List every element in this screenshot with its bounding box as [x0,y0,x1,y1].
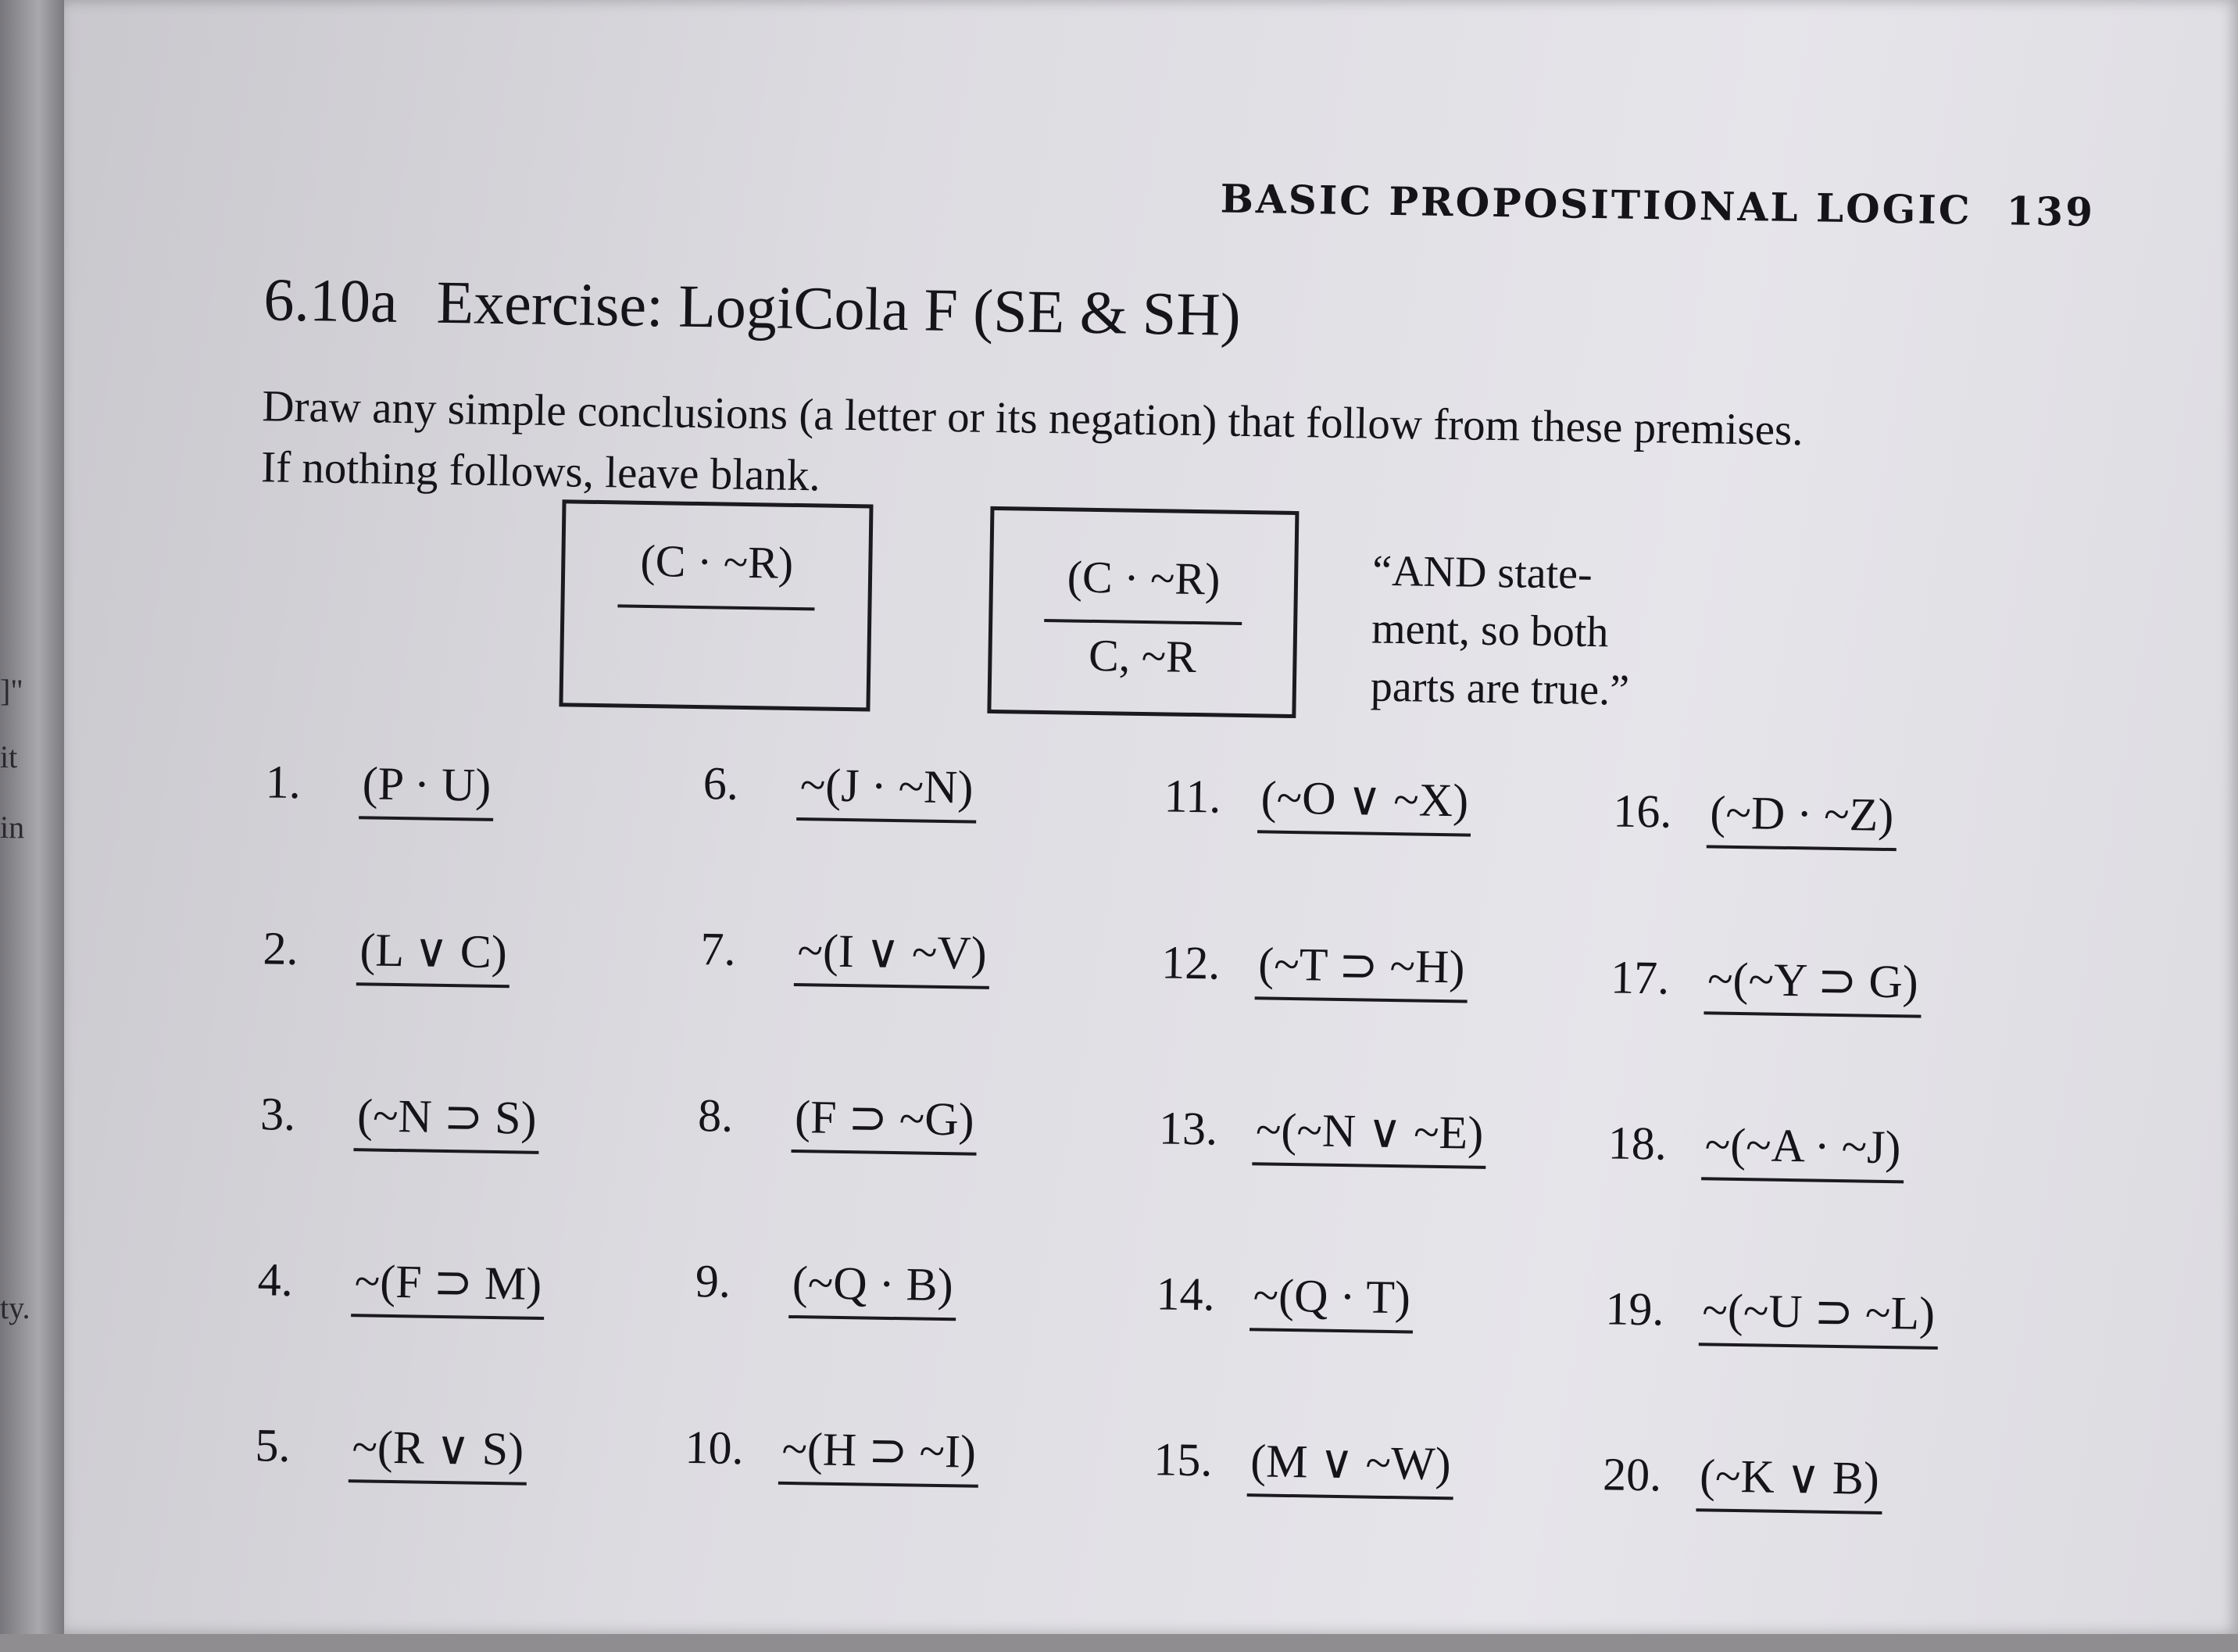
problem-item [1613,778,1897,851]
facing-page-fragment: ty. [0,1290,30,1325]
instructions-line: If nothing follows, leave blank. [260,442,821,501]
example-note [1370,542,1700,721]
problem-number: 13. [1158,1102,1218,1155]
example-premise: (C · ~R) [1067,551,1221,605]
problem-number: 20. [1602,1448,1662,1501]
exercise-number: 6.10a [263,265,399,335]
show-through-texture [1491,334,1882,372]
problem-formula: ~(~U ⊃ ~L) [1699,1277,1939,1350]
problem-formula: ~(R ∨ S) [349,1414,527,1486]
problem-item [703,750,977,823]
running-title: BASIC PROPOSITIONAL LOGIC [1220,175,1973,234]
problem-item [700,916,990,989]
facing-page-fragment: it [0,739,18,774]
page-number: 139 [2006,188,2096,236]
problem-number: 2. [262,922,299,975]
problem-item [698,1082,978,1156]
problem-item [1158,1095,1487,1169]
problem-formula: ~(I ∨ ~V) [794,917,990,989]
problem-item [1605,1275,1939,1350]
problem-item [263,915,511,988]
problem-formula: (F ⊃ ~G) [791,1084,978,1156]
problem-item [1164,763,1472,836]
exercise-title [263,264,1241,350]
example-answer-box [987,506,1299,718]
example-problem-box [559,499,873,711]
problem-number: 5. [255,1419,291,1471]
problem-number: 11. [1164,770,1222,823]
exercise-name: Exercise: LogiCola F (SE & SH) [435,267,1242,349]
problem-formula: ~(Q · T) [1249,1262,1414,1333]
problem-formula: (~T ⊃ ~H) [1255,931,1468,1003]
answer-line [617,604,814,610]
problem-number: 17. [1610,951,1670,1004]
problem-formula: (~N ⊃ S) [353,1082,540,1154]
problem-formula: ~(F ⊃ M) [351,1248,545,1320]
problem-number: 6. [703,757,739,810]
problem-formula: (M ∨ ~W) [1247,1428,1455,1500]
instructions [261,376,2060,526]
problem-item [1161,929,1468,1003]
problem-number: 3. [259,1088,296,1140]
running-head [1220,175,2095,235]
example-note-line: “AND state- [1371,546,1593,599]
facing-page-fragment: in [0,810,25,845]
problem-formula: ~(~A · ~J) [1701,1111,1904,1183]
problem-formula: (~K ∨ B) [1696,1443,1882,1514]
problem-number: 15. [1153,1433,1213,1486]
problem-number: 18. [1607,1117,1668,1170]
problem-formula: ~(~N ∨ ~E) [1252,1096,1487,1169]
problem-formula: ~(J · ~N) [796,752,977,824]
example-conclusion: C, ~R [1088,629,1197,683]
problem-item [1156,1260,1414,1333]
problem-item [1153,1426,1455,1500]
problem-number: 8. [697,1089,734,1142]
problem-number: 1. [265,756,302,809]
problem-formula: (P · U) [359,750,495,821]
example-premise: (C · ~R) [639,535,794,588]
problem-item [1610,944,1922,1017]
problem-item [259,1081,540,1154]
problem-item [685,1414,980,1488]
problem-formula: (~Q · B) [788,1250,956,1321]
problem-number: 14. [1156,1268,1216,1321]
problem-number: 12. [1160,936,1221,989]
problem-number: 4. [257,1253,294,1306]
problem-number: 9. [695,1255,731,1307]
problem-number: 19. [1604,1282,1664,1336]
problem-item [255,1412,527,1485]
problem-formula: (~D · ~Z) [1707,779,1897,851]
example-note-line: parts are true.” [1370,662,1630,715]
problem-item [1602,1441,1882,1514]
facing-page-fragment: ]" [0,673,23,708]
answer-line [1044,619,1242,625]
problem-number: 10. [685,1421,745,1475]
instructions-line: Draw any simple conclusions (a letter or its negation) that follow from these premises. [261,381,1804,456]
problem-formula: ~(H ⊃ ~I) [778,1416,980,1488]
problem-item [257,1246,545,1320]
problem-formula: (~O ∨ ~X) [1257,764,1472,836]
problem-item [265,749,495,821]
problem-number: 16. [1612,785,1673,838]
problem-item [1607,1110,1904,1183]
example-note-line: ment, so both [1371,604,1609,657]
problem-item [695,1248,956,1321]
problem-formula: ~(~Y ⊃ G) [1704,946,1922,1017]
problem-formula: (L ∨ C) [356,917,511,988]
problem-number: 7. [700,923,737,975]
